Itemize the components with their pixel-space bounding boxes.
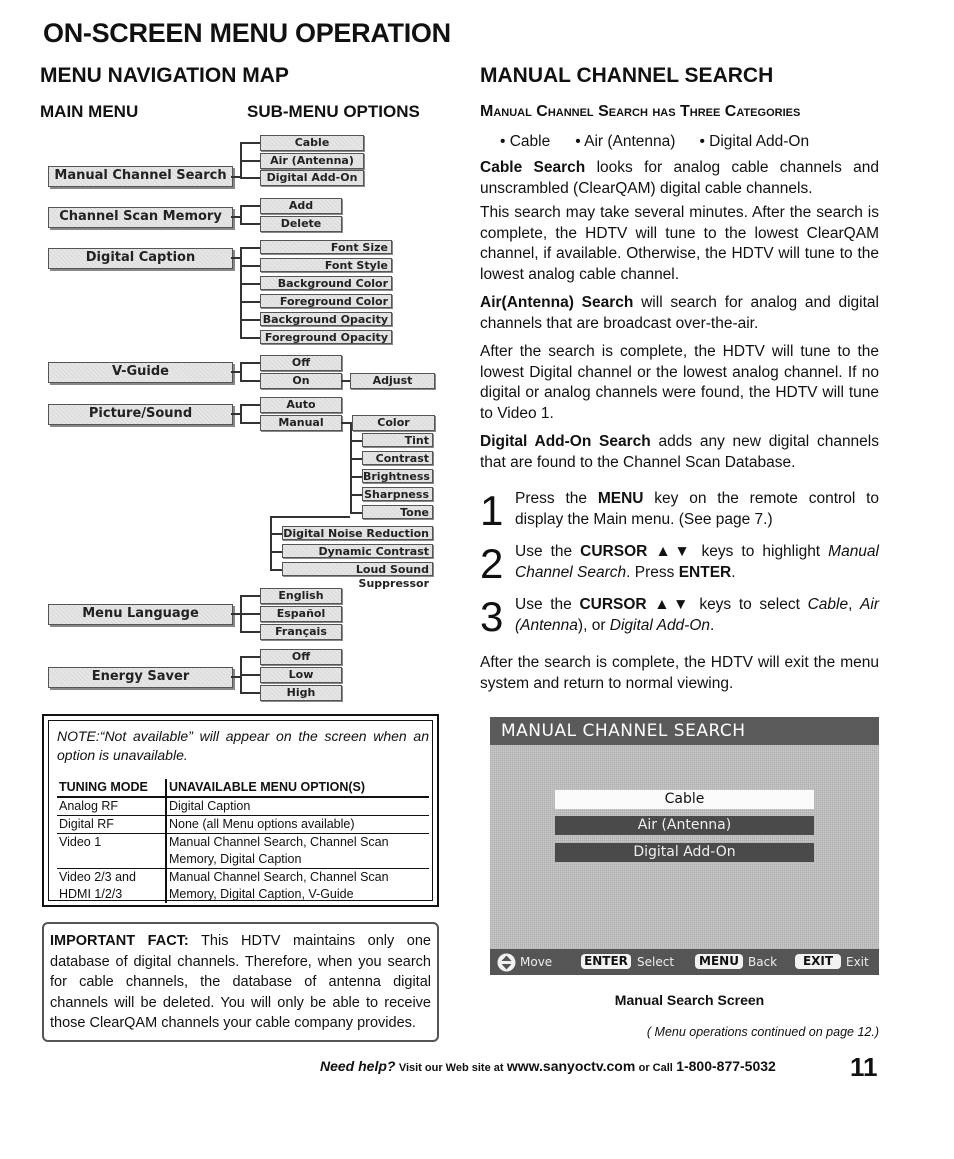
map-sub-francais: Français [260,624,342,640]
map-sub-sharpness: Sharpness [362,487,433,501]
map-sub-english: English [260,588,342,604]
air-search-label: Air(Antenna) Search [480,294,634,311]
map-sub-background-color: Background Color [260,276,392,290]
main-menu-header: MAIN MENU [40,102,139,121]
map-main-digital-caption: Digital Caption [48,248,233,269]
footer-call: or Call [638,1062,673,1074]
enter-key-label: Select [637,955,675,969]
table-row [57,834,429,869]
note-text [57,727,429,765]
map-sub-add: Add [260,198,342,214]
map-sub-foreground-opacity: Foreground Opacity [260,330,392,344]
map-sub-color: Color [352,415,435,431]
table-header-unavailable: UNAVAILABLE MENU OPTION(S) [166,779,429,797]
map-sub-loud-sound-suppressor: Loud Sound Suppressor [282,562,433,576]
footer-site-link[interactable]: www.sanyoctv.com [506,1058,636,1074]
air-search-paragraph [480,293,879,334]
map-sub-air-antenna: Air (Antenna) [260,153,364,169]
cable-search-text: looks for analog cable channels and unscrambled (ClearQAM) digital cable channels. [480,159,880,197]
map-sub-foreground-color: Foreground Color [260,294,392,308]
map-sub-background-opacity: Background Opacity [260,312,392,326]
manual-search-screen [490,717,879,975]
screen-option-cable[interactable]: Cable [555,790,814,809]
table-header-tuning-mode: TUNING MODE [57,779,166,797]
map-sub-v-guide-on: On [260,373,342,389]
menu-key-icon: MENU [695,954,743,969]
map-main-energy-saver: Energy Saver [48,667,233,688]
table-cell-options: Manual Channel Search, Channel Scan Memory, Digital Caption [166,834,429,869]
map-sub-auto: Auto [260,397,342,413]
map-sub-delete: Delete [260,216,342,232]
note-prefix: NOTE: [57,728,100,744]
map-main-channel-scan-memory: Channel Scan Memory [48,207,233,228]
important-fact-box [42,922,439,1042]
addon-search-text: adds any new digital channels that are found to the Channel Scan Database. [480,433,879,471]
map-sub-espanol: Español [260,606,342,622]
map-sub-contrast: Contrast [362,451,433,465]
step-1-text: Press the MENU key on the remote control to display the Main menu. (See page 7.) [515,490,880,528]
cable-search-label: Cable Search [480,159,586,176]
table-cell-mode: Digital RF [57,816,166,834]
table-row [57,816,429,834]
map-main-v-guide: V-Guide [48,362,233,383]
addon-search-label: Digital Add-On Search [480,433,651,450]
enter-key-icon: ENTER [581,954,631,969]
table-cell-options: None (all Menu options available) [166,816,429,834]
step-3-text: Use the CURSOR ▲▼ keys to select Cable, Air (Antenna), or Digital Add-On. [515,596,879,634]
table-row [57,869,429,904]
menu-map-title: MENU NAVIGATION MAP [40,64,289,87]
note-box [42,714,439,907]
map-sub-digital-noise-reduction: Digital Noise Reduction [282,526,433,540]
categories-subhead: Manual Channel Search has Three Categories [480,103,801,120]
step-2-text: Use the CURSOR ▲▼ keys to highlight Manual Channel Search. Press ENTER. [515,543,879,581]
map-sub-energy-low: Low [260,667,342,683]
map-sub-dynamic-contrast: Dynamic Contrast [282,544,433,558]
map-sub-adjust: Adjust [350,373,435,389]
footer-help [320,1058,776,1074]
air-search-paragraph-2: After the search is complete, the HDTV will tune to the lowest Digital channel or the lowest analog channel. If no digital or analog channels were found, the HDTV will tune to Video 1. [480,343,879,422]
screen-option-digital-add-on[interactable]: Digital Add-On [555,843,814,862]
category-list [500,133,809,151]
step-3-number: 3 [480,593,504,640]
map-sub-tint: Tint [362,433,433,447]
screen-caption: Manual Search Screen [614,992,765,1008]
menu-key-label: Back [748,955,778,969]
table-cell-options: Manual Channel Search, Channel Scan Memory, Digital Caption, V-Guide [169,870,389,901]
map-sub-font-style: Font Style [260,258,392,272]
table-cell-mode: Analog RF [57,797,166,816]
footer-visit: Visit our Web site at [398,1062,504,1074]
map-sub-manual: Manual [260,415,342,431]
table-row [57,797,429,816]
exit-key-icon: EXIT [795,954,841,969]
map-main-manual-channel-search: Manual Channel Search [48,166,233,187]
move-arrows-icon [497,953,516,972]
cable-search-paragraph-2: This search may take several minutes. After the search is complete, the HDTV will tune to the lowest ClearQAM channel, if available. Otherwise, the HDTV will tune to the lowest analog cable channel. [480,204,879,283]
note-body: “Not available” will appear on the screen when an option is unavailable. [57,728,429,763]
after-search-paragraph: After the search is complete, the HDTV will exit the menu system and return to normal viewing. [480,654,879,692]
map-sub-font-size: Font Size [260,240,392,254]
addon-search-paragraph [480,432,879,473]
sub-menu-header: SUB-MENU OPTIONS [247,102,420,121]
category-air: • Air (Antenna) [575,133,676,150]
step-1-number: 1 [480,487,504,534]
cable-search-paragraph [480,158,879,199]
exit-key-label: Exit [846,955,869,969]
footer-help-label: Need help? [320,1058,396,1074]
table-cell-mode: Video 2/3 and HDMI 1/2/3 [57,869,166,904]
map-sub-tone: Tone [362,505,433,519]
map-main-picture-sound: Picture/Sound [48,404,233,425]
table-cell-options: Digital Caption [166,797,429,816]
map-sub-cable: Cable [260,135,364,151]
air-search-text: will search for analog and digital channels that are broadcast over-the-air. [480,294,879,332]
map-sub-energy-off: Off [260,649,342,665]
category-cable: • Cable [500,133,551,150]
screen-title: MANUAL CHANNEL SEARCH [490,717,879,745]
continued-note: ( Menu operations continued on page 12.) [646,1025,879,1039]
screen-key-bar [490,949,879,975]
map-main-menu-language: Menu Language [48,604,233,625]
category-digital-add-on: • Digital Add-On [699,133,810,150]
screen-option-air-antenna[interactable]: Air (Antenna) [555,816,814,835]
page-title: ON-SCREEN MENU OPERATION [43,18,451,48]
manual-search-title: MANUAL CHANNEL SEARCH [480,64,774,87]
map-sub-v-guide-off: Off [260,355,342,371]
map-sub-digital-add-on: Digital Add-On [260,170,364,186]
map-sub-energy-high: High [260,685,342,701]
step-2-number: 2 [480,540,504,587]
map-sub-brightness: Brightness [362,469,433,483]
page-number: 11 [850,1052,878,1082]
important-fact-text: This HDTV maintains only one database of digital channels. Therefore, when you search for cable channels, the database of antenna digital channels will be deleted. You will only be able to receive those ClearQAM channels your cable company provides. [50,933,431,1031]
footer-phone: 1-800-877-5032 [676,1058,776,1074]
tuning-mode-table [57,779,429,903]
move-label: Move [520,955,553,969]
table-cell-mode: Video 1 [57,834,166,869]
important-fact-label: IMPORTANT FACT: [50,933,189,949]
